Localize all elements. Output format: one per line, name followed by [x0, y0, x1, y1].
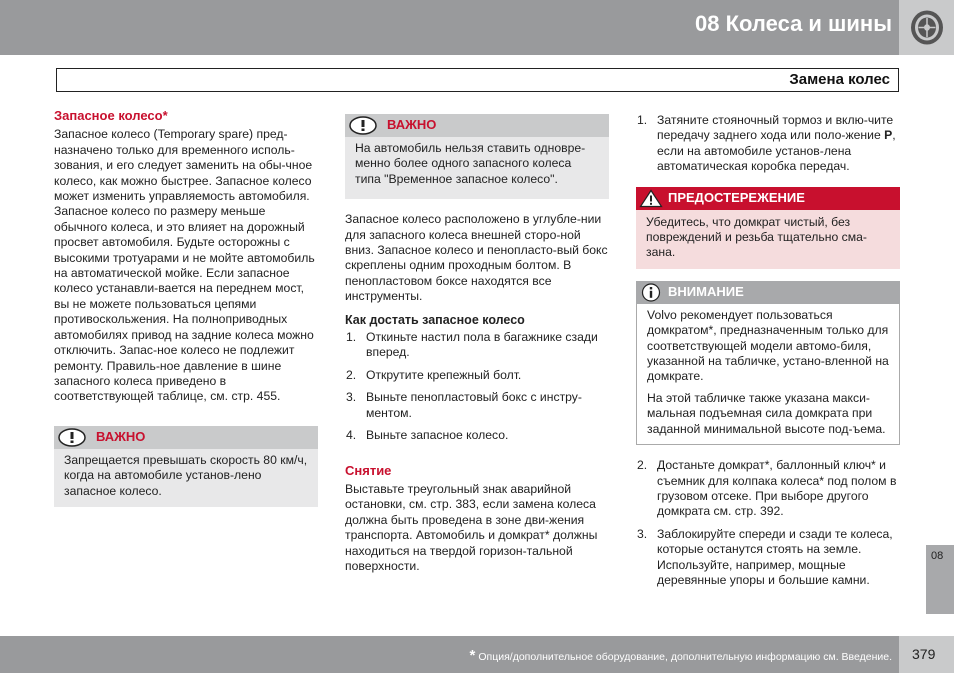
list-item: 2. Открутите крепежный болт. — [346, 367, 522, 382]
page-number-box — [899, 636, 954, 673]
removal-paragraph: Выставьте треугольный знак аварийной остановки, см. стр. 383, если замена колеса должна быть проведена в зоне дви-жения транспорта. Автомобиль и домкрат* должны находиться на твердой горизон-тальной поверхности. — [345, 481, 598, 573]
important-label: ВАЖНО — [387, 117, 437, 132]
warning-label: ПРЕДОСТЕРЕЖЕНИЕ — [668, 189, 805, 205]
warning-box-header — [636, 187, 900, 210]
important-box-speed — [54, 426, 318, 507]
note-box-body — [637, 304, 899, 444]
exclamation-icon — [57, 428, 87, 447]
note-text-1: Volvo рекомендует пользоваться домкратом*, предназначенным только для соответствующей модели автомо-биля, указанной на табличке, устано-вленной на домкрате. — [647, 307, 889, 384]
list-item: 4. Выньте запасное колесо. — [346, 428, 509, 443]
howto-heading: Как достать запасное колесо — [345, 312, 525, 327]
important-label: ВАЖНО — [96, 428, 146, 444]
info-icon — [639, 283, 663, 302]
footnote-text: Опция/дополнительное оборудование, дополнительную информацию см. Введение. — [478, 651, 892, 663]
page-footer — [0, 636, 954, 673]
important-box-header — [345, 114, 609, 137]
column-2 — [345, 114, 610, 574]
note-box — [636, 281, 900, 445]
list-item: 3. Выньте пенопластовый бокс с инстру-ментом. — [346, 390, 582, 420]
warning-box-text: Убедитесь, что домкрат чистый, без повреждений и резьба тщательно сма-зана. — [646, 214, 867, 260]
list-item: 1. Затяните стояночный тормоз и вклю-чите передачу заднего хода или поло-жение P, если на автомобиле установ-лена автоматическая коробка передач. — [637, 113, 896, 174]
page-header — [0, 0, 954, 55]
chapter-title: 08 Колеса и шины — [695, 11, 892, 36]
spare-wheel-heading: Запасное колесо* — [54, 108, 168, 123]
page-number: 379 — [912, 646, 936, 662]
important-box-header — [54, 426, 318, 449]
note-text-2: На этой табличке также указана макси-мальная подъемная сила домкрата при заданной минимальной высоте под-ъема. — [647, 390, 886, 436]
spare-location-paragraph: Запасное колесо расположено в углубле-нии для запасного колеса внешней сторо-ной вниз. Запасное колесо и пенопласто-вый бокс скреплены одним проходным болтом. В пенопластовом боксе находятся все инструменты. — [345, 212, 608, 304]
steps-start — [636, 113, 900, 175]
section-bar — [56, 68, 899, 92]
warning-box — [636, 187, 900, 269]
howto-steps — [345, 330, 610, 443]
list-item: 2. Достаньте домкрат*, баллонный ключ* и съемник для колпака колеса* под полом в грузовом отсеке. При выборе другого домкрата см. стр. 392. — [637, 458, 897, 519]
note-box-header — [636, 281, 900, 304]
section-title: Замена колес — [789, 71, 890, 88]
chapter-icon-box — [899, 0, 954, 55]
footnote-star: * — [469, 647, 476, 664]
warning-triangle-icon — [639, 189, 663, 208]
spare-wheel-paragraph: Запасное колесо (Temporary spare) пред-назначено только для временного исполь-зования, и его следует заменить на обы-чное колесо, как можно быстрее. Запасное колесо может изменить управляемость автомобиля. Запасное колесо по размеру меньше обычного колеса, и это влияет на дорожный просвет автомобиля. Будьте осторожны с высокими тротуарами и не мойте автомобиль на автоматической мойке. Если запасное колесо устанавли-вается на переднем мост, вы не можете пользоваться цепями противоскольжения. На полноприводных автомобилях привод на задние колеса можно отключить. Запас-ное колесо не подлежит ремонту. Правиль-ное давление в шине запасного колеса приведено в соответствующей таблице, см. стр. 455. — [54, 127, 315, 404]
important-box-text: На автомобиль нельзя ставить одновре-менно более одного запасного колеса типа "Временное запасное колесо". — [355, 141, 586, 186]
wheel-icon — [909, 9, 945, 46]
important-box-text: Запрещается превышать скорость 80 км/ч, когда на автомобиле установ-лено запасное колесо. — [64, 452, 308, 498]
note-label: ВНИМАНИЕ — [668, 283, 744, 299]
column-3 — [636, 113, 900, 595]
chapter-tab-label: 08 — [931, 550, 944, 562]
important-box-one-spare — [345, 114, 609, 199]
column-1 — [54, 108, 319, 507]
footer-note — [470, 647, 892, 664]
removal-heading: Снятие — [345, 462, 392, 478]
steps-continued — [636, 458, 900, 588]
list-item: 1. Откиньте настил пола в багажнике сзади вперед. — [346, 330, 598, 360]
list-item: 3. Заблокируйте спереди и сзади те колеса, которые останутся стоять на земле. Используйте, например, мощные деревянные упоры и большие камни. — [637, 526, 893, 587]
exclamation-icon — [348, 116, 378, 135]
chapter-side-tab — [926, 545, 954, 614]
